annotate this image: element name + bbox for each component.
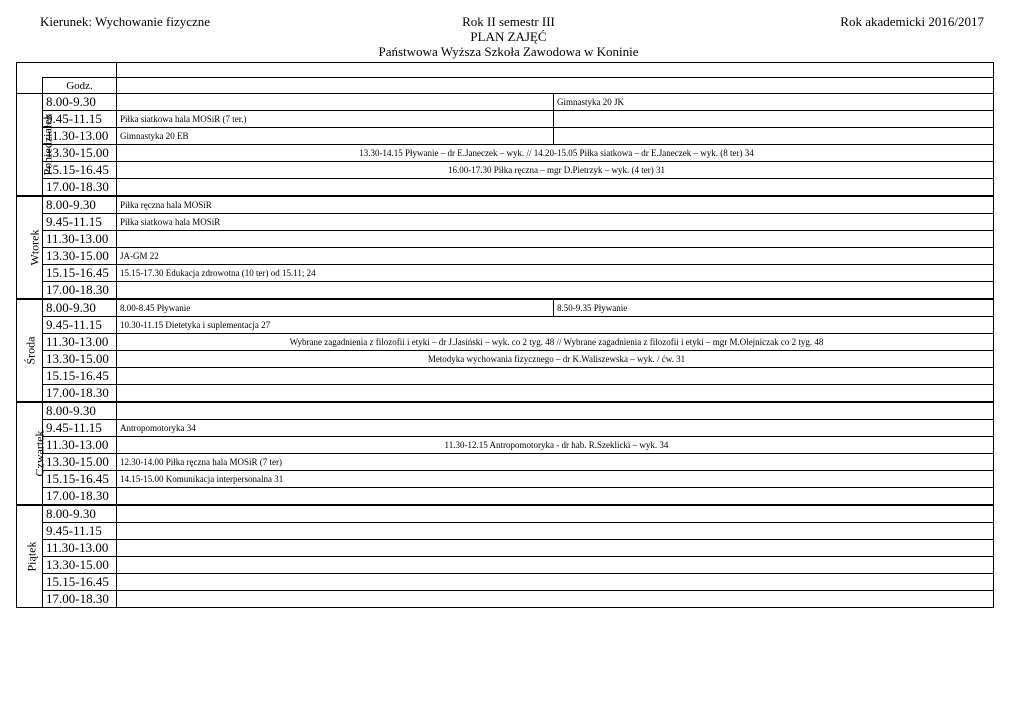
class-cell: 8.00-8.45 Pływanie (117, 299, 554, 317)
table-row (17, 282, 994, 300)
table-row (17, 231, 994, 248)
class-cell: 13.30-14.15 Pływanie – dr E.Janeczek – wyk. // 14.20-15.05 Piłka siatkowa – dr E.Janeczek – wyk. (8 ter) 34 (117, 145, 994, 162)
class-cell: 8.50-9.35 Pływanie (554, 299, 994, 317)
table-row (17, 351, 994, 368)
day-label-piatek: Piątek (17, 505, 43, 608)
class-cell: 12.30-14.00 Piłka ręczna hala MOSiR (7 ter) (117, 454, 994, 471)
time-slot: 15.15-16.45 (43, 574, 117, 591)
table-row (17, 334, 994, 351)
time-slot: 13.30-15.00 (43, 454, 117, 471)
class-cell: Piłka siatkowa hala MOSiR (117, 214, 994, 231)
table-row (17, 454, 994, 471)
table-row (17, 368, 994, 385)
class-cell: Piłka ręczna hala MOSiR (117, 196, 994, 214)
table-row (17, 385, 994, 403)
table-row (17, 179, 994, 197)
class-cell: 16.00-17.30 Piłka ręczna – mgr D.Pietrzyk – wyk. (4 ter) 31 (117, 162, 994, 179)
time-slot: 15.15-16.45 (43, 368, 117, 385)
time-slot: 8.00-9.30 (43, 402, 117, 420)
class-cell: 15.15-17.30 Edukacja zdrowotna (10 ter) od 15.11; 24 (117, 265, 994, 282)
table-row (17, 402, 994, 420)
time-slot: 17.00-18.30 (43, 282, 117, 300)
table-row (17, 214, 994, 231)
godz-header: Godz. (43, 78, 117, 94)
header-year-semester: Rok II semestr III (462, 14, 555, 29)
table-row (17, 299, 994, 317)
time-slot: 9.45-11.15 (43, 111, 117, 128)
day-label-czwartek: Czwartek (17, 402, 43, 505)
header-school-name: Państwowa Wyższa Szkoła Zawodowa w Koninie (378, 44, 639, 59)
time-slot: 8.00-9.30 (43, 299, 117, 317)
class-cell: Gimnastyka 20 JK (554, 94, 994, 111)
table-row (17, 128, 994, 145)
day-label-sroda: Środa (17, 299, 43, 402)
table-row (17, 505, 994, 523)
class-cell: JA-GM 22 (117, 248, 994, 265)
table-row (17, 437, 994, 454)
class-cell: Gimnastyka 20 EB (117, 128, 554, 145)
time-slot: 9.45-11.15 (43, 317, 117, 334)
class-cell: 14.15-15.00 Komunikacja interpersonalna 31 (117, 471, 994, 488)
time-slot: 11.30-13.00 (43, 540, 117, 557)
table-row (17, 248, 994, 265)
time-slot: 9.45-11.15 (43, 523, 117, 540)
header-plan-title: PLAN ZAJĘĆ (470, 29, 547, 44)
table-row (17, 162, 994, 179)
class-cell: Wybrane zagadnienia z filozofii i etyki – dr J.Jasiński – wyk. co 2 tyg. 48 // Wybrane zagadnienia z filozofii i etyki – mgr M.Olejniczak co 2 tyg. 48 (117, 334, 994, 351)
table-row (17, 591, 994, 608)
time-slot: 11.30-13.00 (43, 334, 117, 351)
schedule-table (16, 62, 994, 608)
table-row (17, 111, 994, 128)
table-row (17, 471, 994, 488)
time-slot: 15.15-16.45 (43, 265, 117, 282)
time-slot: 13.30-15.00 (43, 145, 117, 162)
time-slot: 11.30-13.00 (43, 231, 117, 248)
table-row (17, 488, 994, 506)
table-row (17, 196, 994, 214)
header-academic-year: Rok akademicki 2016/2017 (840, 14, 984, 29)
time-slot: 13.30-15.00 (43, 557, 117, 574)
table-row (17, 557, 994, 574)
header-program: Kierunek: Wychowanie fizyczne (40, 14, 211, 29)
table-row (17, 94, 994, 111)
table-row (17, 420, 994, 437)
class-cell: 10.30-11.15 Dietetyka i suplementacja 27 (117, 317, 994, 334)
class-cell: Antropomotoryka 34 (117, 420, 994, 437)
table-row (17, 145, 994, 162)
time-slot: 17.00-18.30 (43, 591, 117, 608)
class-cell: Piłka siatkowa hala MOSiR (7 ter.) (117, 111, 554, 128)
time-slot: 15.15-16.45 (43, 162, 117, 179)
time-slot: 11.30-13.00 (43, 128, 117, 145)
day-label-poniedzialek: Poniedziałek (17, 94, 43, 197)
time-slot: 8.00-9.30 (43, 505, 117, 523)
class-cell: Metodyka wychowania fizycznego – dr K.Waliszewska – wyk. / ćw. 31 (117, 351, 994, 368)
day-label-wtorek: Wtorek (17, 196, 43, 299)
table-row (17, 523, 994, 540)
table-row (17, 574, 994, 591)
time-slot: 9.45-11.15 (43, 420, 117, 437)
time-slot: 11.30-13.00 (43, 437, 117, 454)
table-row (17, 540, 994, 557)
time-slot: 13.30-15.00 (43, 351, 117, 368)
time-slot: 17.00-18.30 (43, 488, 117, 506)
table-row (17, 317, 994, 334)
time-slot: 8.00-9.30 (43, 196, 117, 214)
class-cell: 11.30-12.15 Antropomotoryka - dr hab. R.Szeklicki – wyk. 34 (117, 437, 994, 454)
time-slot: 15.15-16.45 (43, 471, 117, 488)
table-blank-row (17, 63, 994, 78)
time-slot: 17.00-18.30 (43, 179, 117, 197)
time-slot: 17.00-18.30 (43, 385, 117, 403)
time-slot: 13.30-15.00 (43, 248, 117, 265)
time-slot: 9.45-11.15 (43, 214, 117, 231)
time-slot: 8.00-9.30 (43, 94, 117, 111)
table-row (17, 265, 994, 282)
table-header-row (17, 78, 994, 94)
